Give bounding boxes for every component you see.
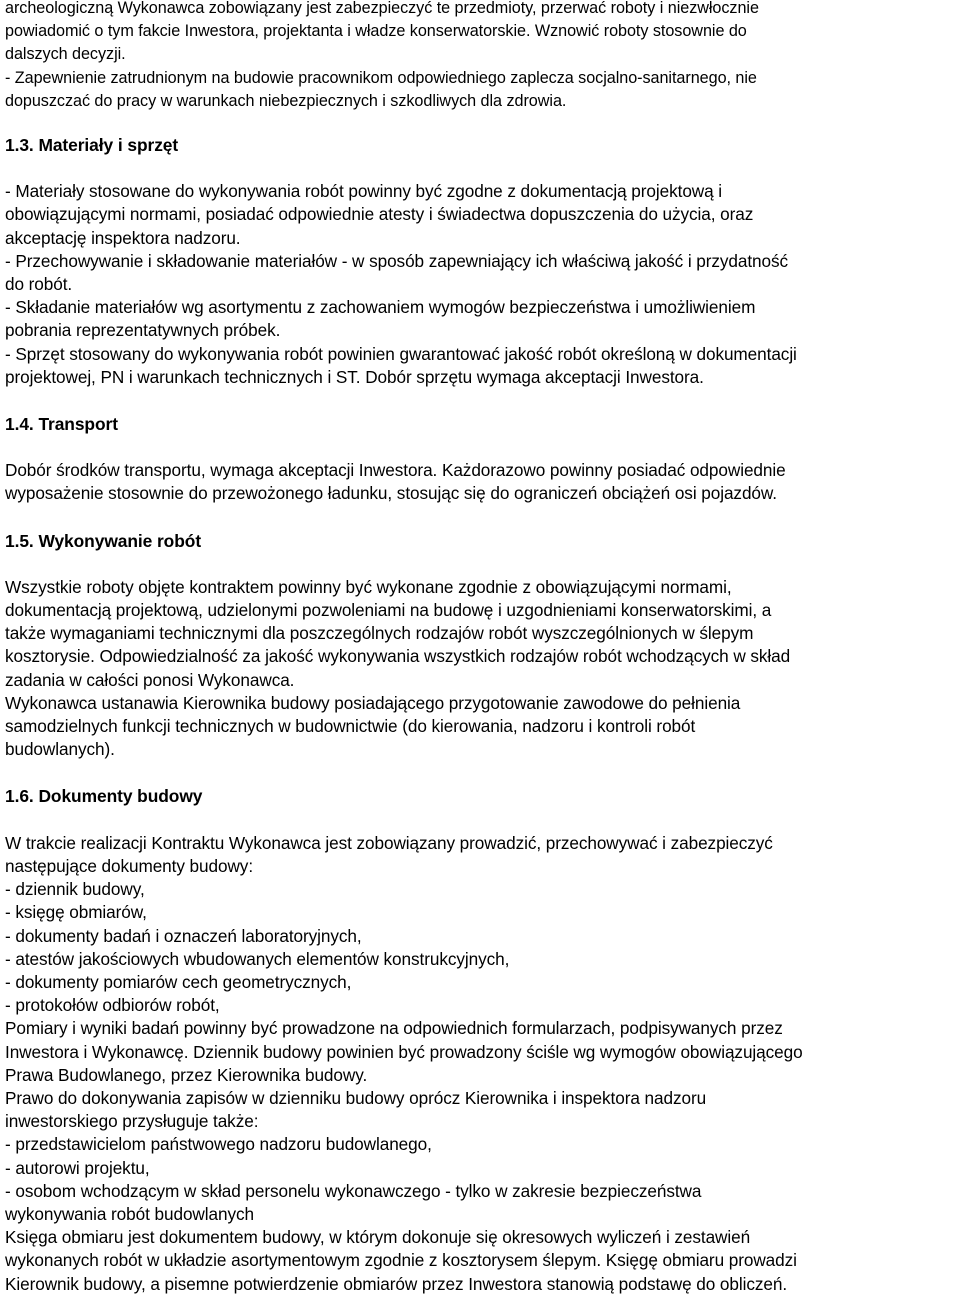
text-line: Prawa Budowlanego, przez Kierownika budowy. bbox=[5, 1064, 368, 1085]
text-line: wykonywania robót budowlanych bbox=[5, 1203, 254, 1224]
section-transport bbox=[5, 413, 958, 506]
text-line: zadania w całości ponosi Wykonawca. bbox=[5, 669, 295, 690]
text-line: Dobór środków transportu, wymaga akceptacji Inwestora. Każdorazowo powinny posiadać odpowiednie bbox=[5, 460, 786, 481]
text-line: samodzielnych funkcji technicznych w budownictwie (do kierowania, nadzoru i kontroli robót bbox=[5, 716, 696, 737]
section-body bbox=[5, 180, 958, 389]
section-body bbox=[5, 459, 958, 505]
section-documents bbox=[5, 785, 958, 1295]
list-item: - księgę obmiarów, bbox=[5, 902, 147, 923]
text-line: wyposażenie stosownie do przewożonego ładunku, stosując się do ograniczeń obciążeń osi pojazdów. bbox=[5, 483, 777, 504]
section-execution bbox=[5, 530, 958, 762]
section-body bbox=[5, 832, 958, 1296]
text-line: także wymaganiami technicznymi dla poszczególnych rodzajów robót wyszczególnionych w ślepym bbox=[5, 623, 754, 644]
text-line: Inwestora i Wykonawcę. Dziennik budowy powinien być prowadzony ściśle wg wymogów obowiązującego bbox=[5, 1041, 803, 1062]
list-item: - autorowi projektu, bbox=[5, 1157, 150, 1178]
section-heading: 1.4. Transport bbox=[5, 414, 118, 435]
list-item: - protokołów odbiorów robót, bbox=[5, 995, 220, 1016]
list-item: - osobom wchodzącym w skład personelu wykonawczego - tylko w zakresie bezpieczeństwa bbox=[5, 1180, 702, 1201]
intro-paragraph bbox=[5, 0, 958, 113]
text-line: Wykonawca ustanawia Kierownika budowy posiadającego przygotowanie zawodowe do pełnienia bbox=[5, 692, 741, 713]
text-line: następujące dokumenty budowy: bbox=[5, 855, 254, 876]
list-item: - dziennik budowy, bbox=[5, 879, 145, 900]
text-line: Pomiary i wyniki badań powinny być prowadzone na odpowiednich formularzach, podpisywanych przez bbox=[5, 1018, 783, 1039]
section-heading: 1.5. Wykonywanie robót bbox=[5, 530, 202, 551]
document-page bbox=[5, 0, 958, 1296]
text-line: powiadomić o tym fakcie Inwestora, projektanta i władze konserwatorskie. Wznowić roboty stosownie do bbox=[5, 22, 747, 41]
text-line: dokumentacją projektową, udzielonymi pozwoleniami na budowę i uzgodnieniami konserwatorskimi, a bbox=[5, 600, 772, 621]
text-line: W trakcie realizacji Kontraktu Wykonawca jest zobowiązany prowadzić, przechowywać i zabezpieczyć bbox=[5, 832, 773, 853]
text-line: - Materiały stosowane do wykonywania robót powinny być zgodne z dokumentacją projektową i bbox=[5, 181, 723, 202]
text-line: pobrania reprezentatywnych próbek. bbox=[5, 320, 281, 341]
text-line: Księga obmiaru jest dokumentem budowy, w którym dokonuje się okresowych wyliczeń i zestawień bbox=[5, 1227, 751, 1248]
list-item: - atestów jakościowych wbudowanych elementów konstrukcyjnych, bbox=[5, 948, 510, 969]
text-line: - Zapewnienie zatrudnionym na budowie pracownikom odpowiedniego zaplecza socjalno-sanitarnego, nie bbox=[5, 68, 757, 87]
text-line: wykonanych robót w układzie asortymentowym zgodnie z kosztorysem ślepym. Księgę obmiaru prowadzi bbox=[5, 1250, 797, 1271]
text-line: projektowej, PN i warunkach technicznych i ST. Dobór sprzętu wymaga akceptacji Inwestora. bbox=[5, 366, 704, 387]
text-line: dalszych decyzji. bbox=[5, 45, 126, 64]
list-item: - dokumenty pomiarów cech geometrycznych, bbox=[5, 971, 352, 992]
text-line: Kierownik budowy, a pisemne potwierdzenie obmiarów przez Inwestora stanowią podstawę do obliczeń. bbox=[5, 1273, 788, 1294]
text-line: Wszystkie roboty objęte kontraktem powinny być wykonane zgodnie z obowiązującymi normami, bbox=[5, 576, 732, 597]
text-line: kosztorysie. Odpowiedzialność za jakość wykonywania wszystkich rodzajów robót wchodzących w skład bbox=[5, 646, 791, 667]
section-body bbox=[5, 576, 958, 762]
section-heading: 1.3. Materiały i sprzęt bbox=[5, 135, 179, 156]
text-line: - Przechowywanie i składowanie materiałów - w sposób zapewniający ich właściwą jakość i przydatność bbox=[5, 250, 789, 271]
text-line: do robót. bbox=[5, 274, 73, 295]
section-heading: 1.6. Dokumenty budowy bbox=[5, 786, 203, 807]
list-item: - przedstawicielom państwowego nadzoru budowlanego, bbox=[5, 1134, 432, 1155]
text-line: obowiązującymi normami, posiadać odpowiednie atesty i świadectwa dopuszczenia do użycia, oraz bbox=[5, 204, 754, 225]
text-line: - Sprzęt stosowany do wykonywania robót powinien gwarantować jakość robót określoną w dokumentacji bbox=[5, 343, 797, 364]
text-line: Prawo do dokonywania zapisów w dzienniku budowy oprócz Kierownika i inspektora nadzoru bbox=[5, 1087, 707, 1108]
text-line: akceptację inspektora nadzoru. bbox=[5, 227, 241, 248]
section-materials bbox=[5, 134, 958, 389]
text-line: archeologiczną Wykonawca zobowiązany jest zabezpieczyć te przedmioty, przerwać roboty i niezwłocznie bbox=[5, 0, 759, 17]
text-line: - Składanie materiałów wg asortymentu z zachowaniem wymogów bezpieczeństwa i umożliwieniem bbox=[5, 297, 756, 318]
text-line: inwestorskiego przysługuje także: bbox=[5, 1111, 259, 1132]
text-line: budowlanych). bbox=[5, 739, 115, 760]
text-line: dopuszczać do pracy w warunkach niebezpiecznych i szkodliwych dla zdrowia. bbox=[5, 91, 567, 110]
list-item: - dokumenty badań i oznaczeń laboratoryjnych, bbox=[5, 925, 362, 946]
